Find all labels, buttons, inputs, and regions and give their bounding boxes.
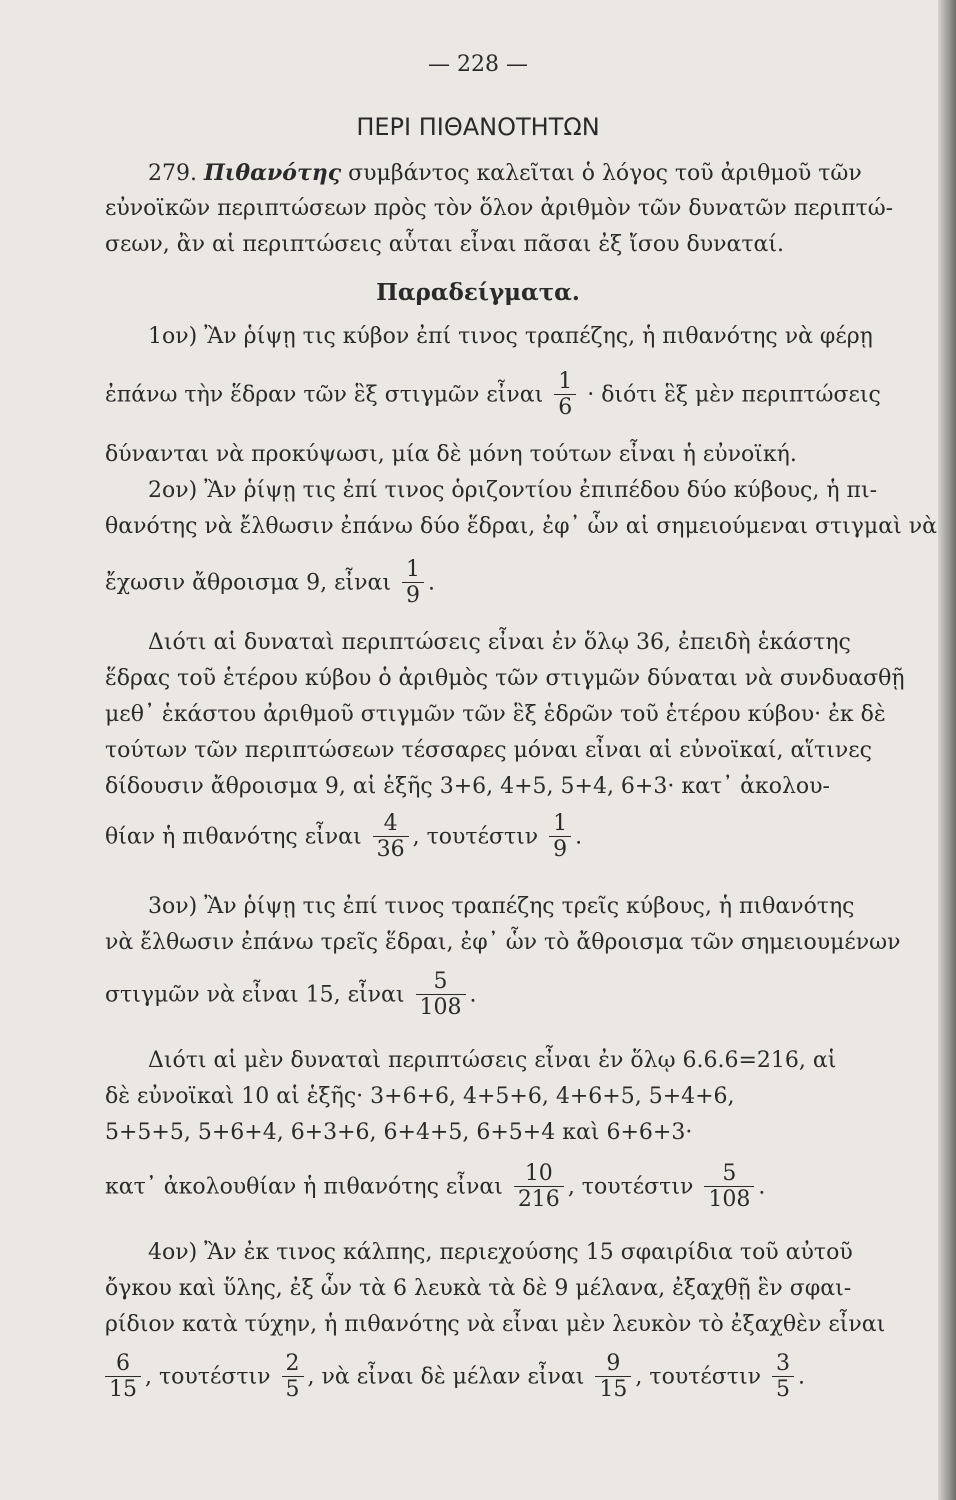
frac-den: 108 <box>708 1187 751 1212</box>
definition-term: Πιθανότης <box>203 160 342 186</box>
definition-number: 279. <box>148 161 197 186</box>
definition-line-3: σεων, ἂν αἱ περιπτώσεις αὗται εἶναι πᾶσαι ἐξ ἴσου δυναταί. <box>105 232 784 257</box>
definition-line-1 <box>148 158 881 189</box>
frac-den: 36 <box>376 837 405 862</box>
frac-den: 9 <box>553 837 568 862</box>
ex1-text-b: · διότι ἓξ μὲν περιπτώσεις <box>587 382 881 408</box>
ex4-text-b: , νὰ εἶναι δὲ μέλαν εἶναι <box>307 1364 585 1390</box>
ex3-line-1: 3ον) Ἂν ῥίψῃ τις ἐπί τινος τραπέζης τρεῖς κύβους, ἡ πιθανότης <box>148 894 855 919</box>
ex4-line-3: ρίδιον κατὰ τύχην, ἡ πιθανότης νὰ εἶναι μὲν λευκὸν τὸ ἐξαχθὲν εἶναι <box>105 1312 886 1337</box>
ex2-para-line-2: ἕδρας τοῦ ἑτέρου κύβου ὁ ἀριθμὸς τῶν στιγμῶν δύναται νὰ συνδυασθῇ <box>105 666 905 691</box>
fraction-three-fifths <box>772 1352 794 1403</box>
fraction-five-108ths <box>416 970 466 1021</box>
frac-num: 1 <box>549 812 571 837</box>
frac-num: 2 <box>282 1352 304 1377</box>
ex1-line-3: δύνανται νὰ προκύψωσι, μία δὲ μόνη τούτων εἶναι ἡ εὐνοϊκή. <box>105 442 797 467</box>
ex4-line-4 <box>105 1352 881 1403</box>
ex2-para-line-1: Διότι αἱ δυναταὶ περιπτώσεις εἶναι ἐν ὅλῳ 36, ἐπειδὴ ἑκάστης <box>148 630 851 655</box>
ex2-text-b: . <box>428 570 436 596</box>
ex1-line-2 <box>105 370 881 421</box>
page-number: — 228 — <box>428 52 528 77</box>
frac-num: 1 <box>554 370 576 395</box>
ex1-line-1: 1ον) Ἂν ῥίψῃ τις κύβον ἐπί τινος τραπέζης, ἡ πιθανότης νὰ φέρῃ <box>148 324 873 349</box>
definition-text: συμβάντος καλεῖται ὁ λόγος τοῦ ἀριθμοῦ τῶν <box>348 161 862 186</box>
frac-num: 5 <box>416 970 466 995</box>
page-binding-edge <box>938 0 956 1500</box>
frac-num: 10 <box>514 1162 564 1187</box>
fraction-four-thirtysixths <box>373 812 409 863</box>
ex4-line-2: ὄγκου καὶ ὕλης, ἐξ ὧν τὰ 6 λευκὰ τὰ δὲ 9 μέλανα, ἐξαχθῇ ἓν σφαι- <box>105 1276 852 1301</box>
frac-den: 5 <box>285 1377 300 1402</box>
ex3-para-line-4 <box>105 1162 881 1213</box>
fraction-one-sixth <box>554 370 576 421</box>
fraction-ten-216ths <box>514 1162 564 1213</box>
fraction-one-ninth-2 <box>549 812 571 863</box>
section-title: ΠΕΡΙ ΠΙΘΑΝΟΤΗΤΩΝ <box>356 113 600 141</box>
definition-line-2: εὐνοϊκῶν περιπτώσεων πρὸς τὸν ὅλον ἀριθμὸν τῶν δυνατῶν περιπτώ- <box>105 196 894 221</box>
frac-den: 6 <box>558 395 573 420</box>
ex3-text-c: κατ᾽ ἀκολουθίαν ἡ πιθανότης εἶναι <box>105 1174 503 1200</box>
ex3-text-b: . <box>469 982 477 1008</box>
ex3-line-2: νὰ ἔλθωσιν ἐπάνω τρεῖς ἕδραι, ἐφ᾽ ὧν τὸ ἄθροισμα τῶν σημειουμένων <box>105 930 901 955</box>
ex3-text-e: . <box>758 1174 766 1200</box>
ex4-text-c: , τουτέστιν <box>635 1364 761 1390</box>
frac-num: 3 <box>772 1352 794 1377</box>
frac-den: 15 <box>599 1377 628 1402</box>
ex2-para-line-4: τούτων τῶν περιπτώσεων τέσσαρες μόναι εἶναι αἱ εὐνοϊκαί, αἵτινες <box>105 738 872 763</box>
ex2-line-2: θανότης νὰ ἔλθωσιν ἐπάνω δύο ἕδραι, ἐφ᾽ ὧν αἱ σημειούμεναι στιγμαὶ νὰ <box>105 514 937 539</box>
ex3-para-line-3: 5+5+5, 5+6+4, 6+3+6, 6+4+5, 6+5+4 καὶ 6+6+3· <box>105 1120 693 1145</box>
ex2-text-d: , τουτέστιν <box>412 824 539 850</box>
ex2-line-3 <box>105 558 881 609</box>
ex4-text-d: . <box>797 1364 805 1390</box>
ex3-text-a: στιγμῶν νὰ εἶναι 15, εἶναι <box>105 982 405 1008</box>
frac-den: 9 <box>406 583 421 608</box>
fraction-five-108ths-2 <box>704 1162 754 1213</box>
frac-num: 4 <box>373 812 409 837</box>
ex2-para-line-3: μεθ᾽ ἑκάστου ἀριθμοῦ στιγμῶν τῶν ἓξ ἑδρῶν τοῦ ἑτέρου κύβου· ἐκ δὲ <box>105 702 886 727</box>
ex2-line-1: 2ον) Ἂν ῥίψῃ τις ἐπί τινος ὁριζοντίου ἐπιπέδου δύο κύβους, ἡ πι- <box>148 478 878 503</box>
ex1-text-a: ἐπάνω τὴν ἕδραν τῶν ἓξ στιγμῶν εἶναι <box>105 382 544 408</box>
ex3-line-3 <box>105 970 881 1021</box>
ex4-line-1: 4ον) Ἂν ἐκ τινος κάλπης, περιεχούσης 15 σφαιρίδια τοῦ αὐτοῦ <box>148 1240 853 1265</box>
ex4-text-a: , τουτέστιν <box>145 1364 271 1390</box>
ex3-para-line-1: Διότι αἱ μὲν δυναταὶ περιπτώσεις εἶναι ἐν ὅλῳ 6.6.6=216, αἱ <box>148 1048 837 1073</box>
ex3-para-line-2: δὲ εὐνοϊκαὶ 10 αἱ ἑξῆς· 3+6+6, 4+5+6, 4+6+5, 5+4+6, <box>105 1084 735 1109</box>
frac-num: 9 <box>595 1352 631 1377</box>
frac-den: 5 <box>775 1377 790 1402</box>
frac-den: 216 <box>517 1187 560 1212</box>
examples-heading: Παραδείγματα. <box>376 279 580 306</box>
frac-den: 15 <box>109 1377 137 1402</box>
ex3-text-d: , τουτέστιν <box>567 1174 694 1200</box>
ex2-text-e: . <box>575 824 583 850</box>
ex2-para-line-6 <box>105 812 881 863</box>
fraction-six-fifteenths <box>105 1352 141 1403</box>
frac-num: 6 <box>105 1352 141 1377</box>
frac-num: 1 <box>402 558 424 583</box>
frac-den: 108 <box>419 995 462 1020</box>
fraction-nine-fifteenths <box>595 1352 631 1403</box>
frac-num: 5 <box>704 1162 754 1187</box>
ex2-text-c: θίαν ἡ πιθανότης εἶναι <box>105 824 362 850</box>
fraction-two-fifths <box>282 1352 304 1403</box>
ex2-text-a: ἔχωσιν ἄθροισμα 9, εἶναι <box>105 570 392 596</box>
fraction-one-ninth <box>402 558 424 609</box>
ex2-para-line-5: δίδουσιν ἄθροισμα 9, αἱ ἑξῆς 3+6, 4+5, 5+4, 6+3· κατ᾽ ἀκολου- <box>105 774 830 799</box>
